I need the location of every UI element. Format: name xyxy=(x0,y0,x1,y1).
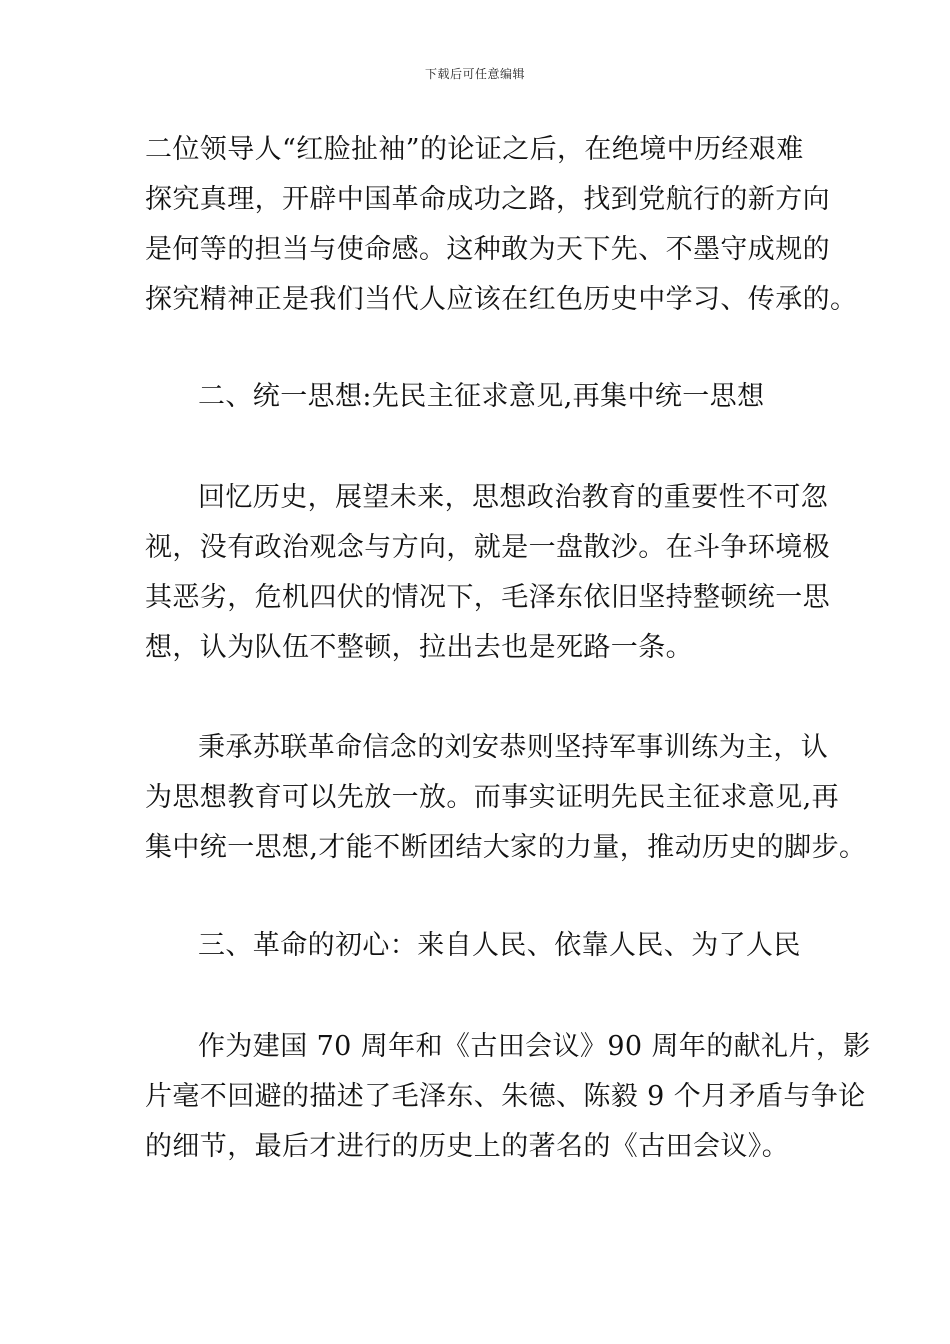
section-heading: 三、革命的初心：来自人民、依靠人民、为了人民 xyxy=(198,930,801,961)
paragraph-line: 秉承苏联革命信念的刘安恭则坚持军事训练为主，认 xyxy=(198,732,829,763)
paragraph-line: 想，认为队伍不整顿，拉出去也是死路一条。 xyxy=(145,632,693,663)
paragraph-line: 其恶劣，危机四伏的情况下，毛泽东依旧坚持整顿统一思 xyxy=(145,582,830,613)
paragraph-line: 集中统一思想,才能不断团结大家的力量，推动历史的脚步。 xyxy=(145,832,867,863)
paragraph-line: 为思想教育可以先放一放。而事实证明先民主征求意见,再 xyxy=(145,782,839,813)
section-heading: 二、统一思想:先民主征求意见,再集中统一思想 xyxy=(198,381,765,412)
paragraph-line: 探究真理，开辟中国革命成功之路，找到党航行的新方向 xyxy=(145,184,830,215)
paragraph-line: 视，没有政治观念与方向，就是一盘散沙。在斗争环境极 xyxy=(145,532,830,563)
paragraph-line: 的细节，最后才进行的历史上的著名的《古田会议》。 xyxy=(145,1131,790,1162)
page-header: 下载后可任意编辑 xyxy=(424,67,525,81)
paragraph-line: 探究精神正是我们当代人应该在红色历史中学习、传承的。 xyxy=(145,284,858,315)
paragraph-line: 片毫不回避的描述了毛泽东、朱德、陈毅 9 个月矛盾与争论 xyxy=(145,1081,866,1112)
paragraph-line: 回忆历史，展望未来，思想政治教育的重要性不可忽 xyxy=(198,482,829,513)
paragraph-line: 二位领导人“红脸扯袖”的论证之后，在绝境中历经艰难 xyxy=(145,134,804,165)
paragraph-line: 作为建国 70 周年和《古田会议》90 周年的献礼片，影 xyxy=(198,1031,871,1062)
paragraph-line: 是何等的担当与使命感。这种敢为天下先、不墨守成规的 xyxy=(145,234,830,265)
